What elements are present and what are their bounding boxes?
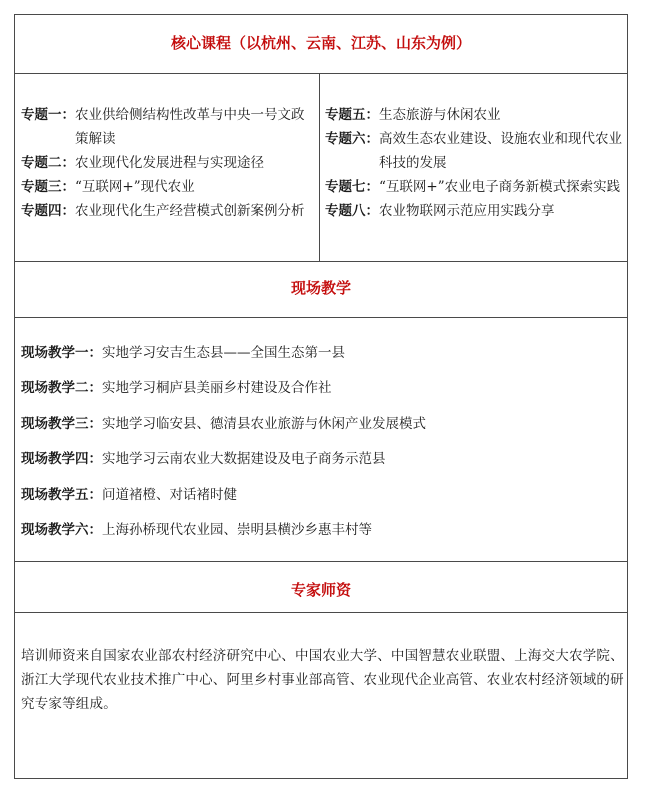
topic-item (21, 103, 313, 151)
visit-text: 实地学习桐庐县美丽乡村建设及合作社 (102, 380, 332, 397)
visit-label: 现场教学一： (21, 344, 102, 361)
column-divider (319, 73, 320, 261)
topic-text: “互联网+”农业电子商务新模式探索实践 (379, 179, 621, 195)
divider (15, 317, 627, 318)
divider (15, 73, 627, 74)
topic-item (325, 199, 623, 223)
visit-label: 现场教学五： (21, 486, 102, 503)
topic-item (21, 175, 313, 199)
visit-text: 问道褚橙、对话褚时健 (102, 486, 237, 503)
experts-description: 培训师资来自国家农业部农村经济研究中心、中国农业大学、中国智慧农业联盟、上海交大农学院、浙江大学现代农业技术推广中心、阿里乡村事业部高管、农业现代企业高管、农业农村经济领域的研究专家等组成。 (21, 648, 624, 712)
list-item (21, 511, 621, 547)
divider (15, 261, 627, 262)
topic-label: 专题一： (21, 107, 75, 123)
topic-label: 专题六： (325, 131, 379, 147)
visit-label: 现场教学四： (21, 451, 102, 468)
topic-label: 专题七： (325, 179, 379, 195)
topic-item (325, 127, 623, 175)
topic-text: 农业供给侧结构性改革与中央一号文政策解读 (75, 107, 305, 147)
topics-right-column (325, 103, 623, 223)
list-item (21, 369, 621, 405)
divider (15, 561, 627, 562)
visit-text: 实地学习临安县、德清县农业旅游与休闲产业发展模式 (102, 415, 426, 432)
topic-label: 专题五： (325, 107, 379, 123)
visit-text: 实地学习安吉生态县——全国生态第一县 (102, 344, 345, 361)
list-item (21, 404, 621, 440)
topic-item (21, 199, 313, 223)
list-item (21, 475, 621, 511)
list-item (21, 333, 621, 369)
core-courses-title: 核心课程（以杭州、云南、江苏、山东为例） (170, 34, 471, 52)
topic-label: 专题二： (21, 155, 75, 171)
visit-text: 上海孙桥现代农业园、崇明县横沙乡惠丰村等 (102, 522, 372, 539)
topic-text: 农业现代化发展进程与实现途径 (75, 155, 264, 171)
topic-label: 专题四： (21, 203, 75, 219)
field-teaching-title: 现场教学 (290, 279, 351, 297)
field-teaching-list (21, 333, 621, 546)
list-item (21, 440, 621, 476)
topic-text: 生态旅游与休闲农业 (379, 107, 501, 123)
topic-label: 专题八： (325, 203, 379, 219)
topic-text: 高效生态农业建设、设施农业和现代农业科技的发展 (379, 131, 622, 171)
topic-text: 农业现代化生产经营模式创新案例分析 (75, 203, 305, 219)
topic-item (325, 103, 623, 127)
topic-text: “互联网+”现代农业 (75, 179, 195, 195)
topics-left-column (21, 103, 313, 223)
topic-item (21, 151, 313, 175)
visit-label: 现场教学三： (21, 415, 102, 432)
course-table (14, 14, 628, 779)
divider (15, 612, 627, 613)
topic-label: 专题三： (21, 179, 75, 195)
topic-item (325, 175, 623, 199)
topic-text: 农业物联网示范应用实践分享 (379, 203, 555, 219)
experts-title: 专家师资 (290, 581, 351, 599)
visit-label: 现场教学二： (21, 380, 102, 397)
visit-text: 实地学习云南农业大数据建设及电子商务示范县 (102, 451, 386, 468)
visit-label: 现场教学六： (21, 522, 102, 539)
